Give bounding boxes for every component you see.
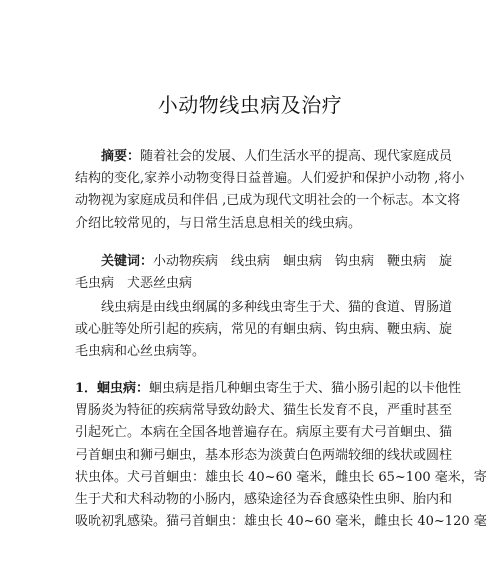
section-heading: 1．蛔虫病： (75, 381, 150, 396)
keywords-line-2: 毛虫病 犬恶丝虫病 (75, 276, 193, 292)
abstract-line-2: 结构的变化,家养小动物变得日益普遍。人们爱护和保护小动物 ,将小 (75, 171, 465, 187)
section-roundworm (75, 378, 487, 533)
keywords-line-1 (75, 251, 453, 273)
intro-line-1 (75, 297, 453, 319)
intro-line-3: 毛虫病和心丝虫病等。 (75, 344, 206, 360)
section-line-7: 吸吮初乳感染。猫弓首蛔虫：雄虫长 40~60 毫米，雌虫长 40~120 毫 (75, 514, 487, 530)
document-title: 小动物线虫病及治疗 (157, 93, 343, 117)
keywords-label: 关键词： (101, 254, 154, 269)
intro-line-2: 或心脏等处所引起的疾病，常见的有蛔虫病、钩虫病、鞭虫病、旋 (75, 322, 453, 338)
abstract-line-1 (75, 146, 453, 168)
abstract-line-4: 介绍比较常见的，与日常生活息息相关的线虫病。 (75, 215, 362, 231)
abstract-label: 摘要： (101, 149, 141, 164)
section-line-4: 弓首蛔虫和狮弓蛔虫，基本形态为淡黄白色两端较细的线状或圆柱 (75, 447, 453, 463)
section-line-1 (75, 378, 462, 400)
section-line-2: 胃肠炎为特征的疾病常导致幼龄犬、猫生长发育不良，严重时甚至 (75, 403, 453, 419)
section-line-5: 状虫体。犬弓首蛔虫：雄虫长 40~60 毫米，雌虫长 65~100 毫米，寄 (75, 469, 487, 485)
abstract-text: 随着社会的发展、人们生活水平的提高、现代家庭成员 (140, 149, 453, 164)
keywords-text: 小动物疾病 线虫病 蛔虫病 钩虫病 鞭虫病 旋 (153, 254, 453, 269)
abstract-line-3: 动物视为家庭成员和伴侣 ,已成为现代文明社会的一个标志。本文将 (75, 193, 461, 209)
keywords-paragraph (75, 251, 453, 295)
section-line-6: 生于犬和犬科动物的小肠内，感染途径为吞食感染性虫卵、胎内和 (75, 492, 453, 508)
intro-paragraph (75, 297, 453, 364)
section-text: 蛔虫病是指几种蛔虫寄生于犬、猫小肠引起的以卡他性 (149, 381, 462, 396)
section-line-3: 引起死亡。本病在全国各地普遍存在。病原主要有犬弓首蛔虫、猫 (75, 425, 453, 441)
intro-text: 线虫病是由线虫纲属的多种线虫寄生于犬、猫的食道、胃肠道 (101, 300, 453, 315)
abstract-paragraph (75, 146, 465, 235)
